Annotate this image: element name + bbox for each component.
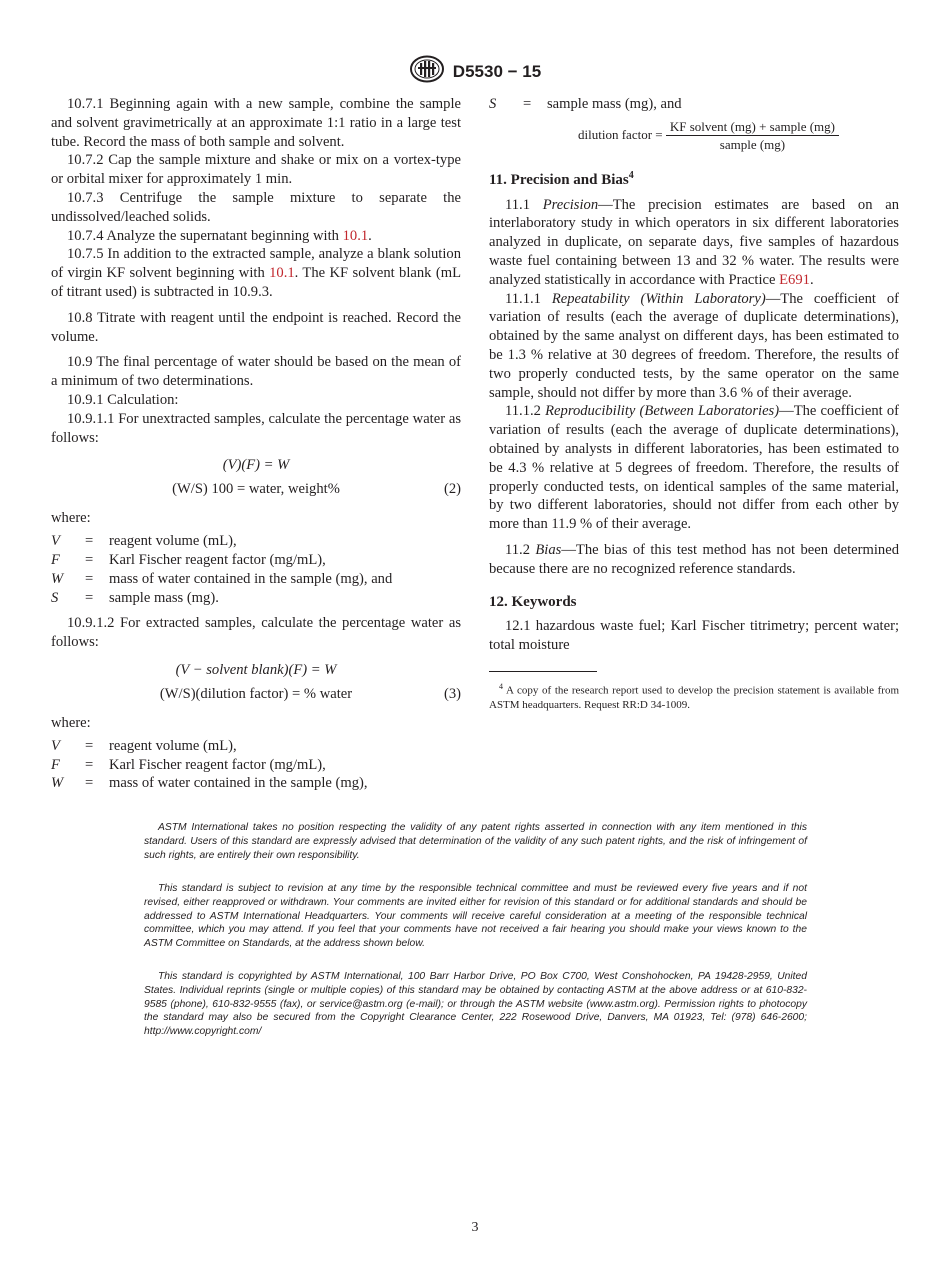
text: 11.1 bbox=[505, 196, 543, 213]
para-10-9-1: 10.9.1 Calculation: bbox=[67, 391, 179, 408]
footnote-text: A copy of the research report used to develop the precision statement is available from ASTM headquarters. Request RR:D 34-1009. bbox=[489, 684, 899, 711]
equation-2-line2: (W/S) 100 = water, weight% bbox=[172, 481, 340, 498]
variable-item bbox=[51, 551, 461, 570]
right-column bbox=[489, 95, 899, 712]
var-desc: sample mass (mg). bbox=[109, 589, 219, 606]
footnote-marker: 4 bbox=[499, 681, 503, 691]
heading-text: 11. Precision and Bias bbox=[489, 171, 629, 188]
astm-logo-icon bbox=[409, 55, 445, 88]
where-label: where: bbox=[51, 510, 91, 527]
patent-notice: ASTM International takes no position respecting the validity of any patent rights asserted in connection with any item mentioned in this standard. Users of this standard are expressly advised that determination of the validity of any such patent rights, and the risk of infringement of such rights, are entirely their own responsibility. bbox=[144, 822, 807, 861]
footnote-marker[interactable]: 4 bbox=[628, 169, 634, 181]
text: . bbox=[809, 271, 814, 288]
equation-number: (2) bbox=[443, 481, 461, 498]
var-symbol: F bbox=[51, 551, 60, 568]
var-desc: Karl Fischer reagent factor (mg/mL), bbox=[109, 551, 326, 568]
footnote-divider bbox=[489, 671, 597, 672]
section-11-heading bbox=[489, 167, 899, 190]
var-desc: sample mass (mg), and bbox=[547, 96, 682, 112]
para-10-7-5 bbox=[51, 245, 461, 301]
text: 11.1.2 bbox=[505, 403, 546, 420]
para-11-1 bbox=[489, 196, 899, 290]
var-symbol: V bbox=[51, 533, 60, 550]
para-11-1-2 bbox=[489, 402, 899, 534]
term: Reproducibility (Between Laboratories) bbox=[545, 403, 780, 420]
var-equals: = bbox=[85, 756, 94, 773]
var-symbol: W bbox=[51, 570, 64, 587]
variable-item bbox=[51, 589, 461, 608]
text: . The KF solvent blank (mL of titrant used) is subtracted in 10.9.3. bbox=[51, 265, 461, 300]
document-code: D5530 − 15 bbox=[452, 61, 542, 81]
variable-item bbox=[489, 95, 899, 114]
text: —The coefficient of variation of results (each the average of duplicate determinations), obtained by the same analyst on different days, has been estimated to be 1.3 % relative at 30 degrees of freedom. Therefore, the results of two properly conducted tests, by the same operator on the same sample, should not differ by more than 3.6 % of their average. bbox=[489, 290, 900, 401]
para-11-1-1 bbox=[489, 290, 899, 403]
var-desc: Karl Fischer reagent factor (mg/mL), bbox=[109, 756, 326, 773]
var-equals: = bbox=[85, 570, 94, 587]
term: Precision bbox=[542, 196, 599, 213]
variable-item bbox=[51, 737, 461, 756]
var-equals: = bbox=[85, 533, 94, 550]
var-equals: = bbox=[85, 589, 94, 606]
var-symbol: F bbox=[51, 756, 60, 773]
dilution-label: dilution factor = bbox=[578, 126, 663, 142]
text: 11.2 bbox=[505, 541, 536, 558]
page-number: 3 bbox=[471, 1220, 479, 1235]
var-equals: = bbox=[523, 96, 532, 112]
where-label: where: bbox=[51, 714, 91, 731]
text: —The coefficient of variation of results (each the average of duplicate determinations), obtained by analysts in different laboratories, has been estimated to be 4.3 % relative at 5 degrees of freedom. Therefore, the results of properly conducted tests, on identical samples of the same material, by two different laboratories, should not differ from each other by more than 11.9 % of their average. bbox=[489, 403, 900, 533]
left-column bbox=[51, 95, 461, 793]
text: —The precision estimates are based on an interlaboratory study in which operators in six different laboratories analyzed in duplicate, on separate days, five samples of hazardous waste fuel containing between 13 and 32 % water. The results were analyzed statistically in accordance with Practice bbox=[489, 196, 899, 288]
text: 10.7.4 Analyze the supernatant beginning with bbox=[67, 227, 343, 244]
para-10-9-1-2: 10.9.1.2 For extracted samples, calculate the percentage water as follows: bbox=[51, 615, 461, 651]
revision-notice: This standard is subject to revision at any time by the responsible technical committee and must be reviewed every five years and if not revised, either reapproved or withdrawn. Your comments are invited either for revision of this standard or for additional standards and should be addressed to ASTM International Headquarters. Your comments will receive careful consideration at a meeting of the responsible technical committee, which you may attend. If you feel that your comments have not received a fair hearing you should make your views known to the ASTM Committee on Standards, at the address shown below. bbox=[144, 883, 807, 950]
var-desc: mass of water contained in the sample (mg), and bbox=[109, 570, 393, 587]
equation-3 bbox=[51, 658, 461, 706]
para-12-1: 12.1 hazardous waste fuel; Karl Fischer titrimetry; percent water; total moisture bbox=[489, 618, 899, 654]
text: 11.1.1 bbox=[505, 290, 552, 307]
var-symbol: S bbox=[51, 589, 59, 606]
page-header bbox=[0, 55, 950, 88]
para-10-8: 10.8 Titrate with reagent until the endpoint is reached. Record the volume. bbox=[51, 309, 461, 345]
var-equals: = bbox=[85, 775, 94, 792]
variable-item bbox=[51, 756, 461, 775]
equation-3-line2: (W/S)(dilution factor) = % water bbox=[159, 685, 353, 702]
fraction-denominator: sample (mg) bbox=[719, 136, 786, 152]
text: —The bias of this test method has not been determined because there are no recognized reference standards. bbox=[489, 541, 899, 577]
para-10-7-3: 10.7.3 Centrifuge the sample mixture to separate the undissolved/leached solids. bbox=[51, 189, 461, 225]
fraction-numerator: KF solvent (mg) + sample (mg) bbox=[666, 118, 839, 136]
para-10-7-4 bbox=[51, 227, 461, 246]
copyright-notice: This standard is copyrighted by ASTM International, 100 Barr Harbor Drive, PO Box C700, West Conshohocken, PA 19428-2959, United States. Individual reprints (single or multiple copies) of this standard may be obtained by contacting ASTM at the above address or at 610-832-9585 (phone), 610-832-9555 (fax), or service@astm.org (e-mail); or through the ASTM website (www.astm.org). Permission rights to photocopy the standard may also be secured from the Copyright Clearance Center, 222 Rosewood Drive, Danvers, MA 01923, Tel: (978) 646-2600; http://www.copyright.com/ bbox=[144, 971, 807, 1038]
para-11-2 bbox=[489, 541, 899, 579]
variable-item bbox=[51, 774, 461, 793]
dilution-fraction bbox=[666, 118, 839, 153]
footnote-4 bbox=[489, 680, 899, 712]
equation-2-line1: (V)(F) = W bbox=[222, 457, 290, 474]
var-symbol: W bbox=[51, 775, 64, 792]
variable-list-2 bbox=[51, 737, 461, 793]
var-desc: reagent volume (mL), bbox=[109, 737, 237, 754]
para-10-7-2: 10.7.2 Cap the sample mixture and shake or mix on a vortex-type or orbital mixer for approximately 1 min. bbox=[51, 152, 461, 188]
section-link-10-1[interactable]: 10.1 bbox=[342, 227, 369, 244]
var-equals: = bbox=[85, 737, 94, 754]
text: . bbox=[368, 227, 372, 244]
reference-link-e691[interactable]: E691 bbox=[779, 271, 810, 288]
var-equals: = bbox=[85, 551, 94, 568]
text: 10.7.5 In addition to the extracted sample, analyze a blank solution of virgin KF solvent beginning with bbox=[51, 246, 461, 282]
para-10-9-1-1: 10.9.1.1 For unextracted samples, calculate the percentage water as follows: bbox=[51, 410, 461, 446]
variable-item bbox=[51, 532, 461, 551]
term: Bias bbox=[535, 541, 562, 558]
term: Repeatability (Within Laboratory) bbox=[551, 290, 766, 307]
var-symbol: S bbox=[489, 96, 497, 112]
para-10-7-1: 10.7.1 Beginning again with a new sample, combine the sample and solvent gravimetrically at an approximate 1:1 ratio in a large test tube. Record the mass of both sample and solvent. bbox=[51, 96, 461, 150]
var-desc: reagent volume (mL), bbox=[109, 533, 237, 550]
section-link-10-1[interactable]: 10.1 bbox=[269, 265, 295, 282]
variable-item bbox=[51, 570, 461, 589]
equation-2 bbox=[51, 453, 461, 501]
dilution-factor-equation bbox=[489, 118, 899, 153]
equation-3-line1: (V − solvent blank)(F) = W bbox=[175, 661, 337, 678]
var-desc: mass of water contained in the sample (mg), bbox=[109, 775, 368, 792]
para-10-9: 10.9 The final percentage of water should be based on the mean of a minimum of two determinations. bbox=[51, 354, 461, 390]
variable-list-1 bbox=[51, 532, 461, 607]
section-12-heading: 12. Keywords bbox=[489, 593, 577, 610]
var-symbol: V bbox=[51, 737, 60, 754]
equation-number: (3) bbox=[443, 685, 461, 702]
